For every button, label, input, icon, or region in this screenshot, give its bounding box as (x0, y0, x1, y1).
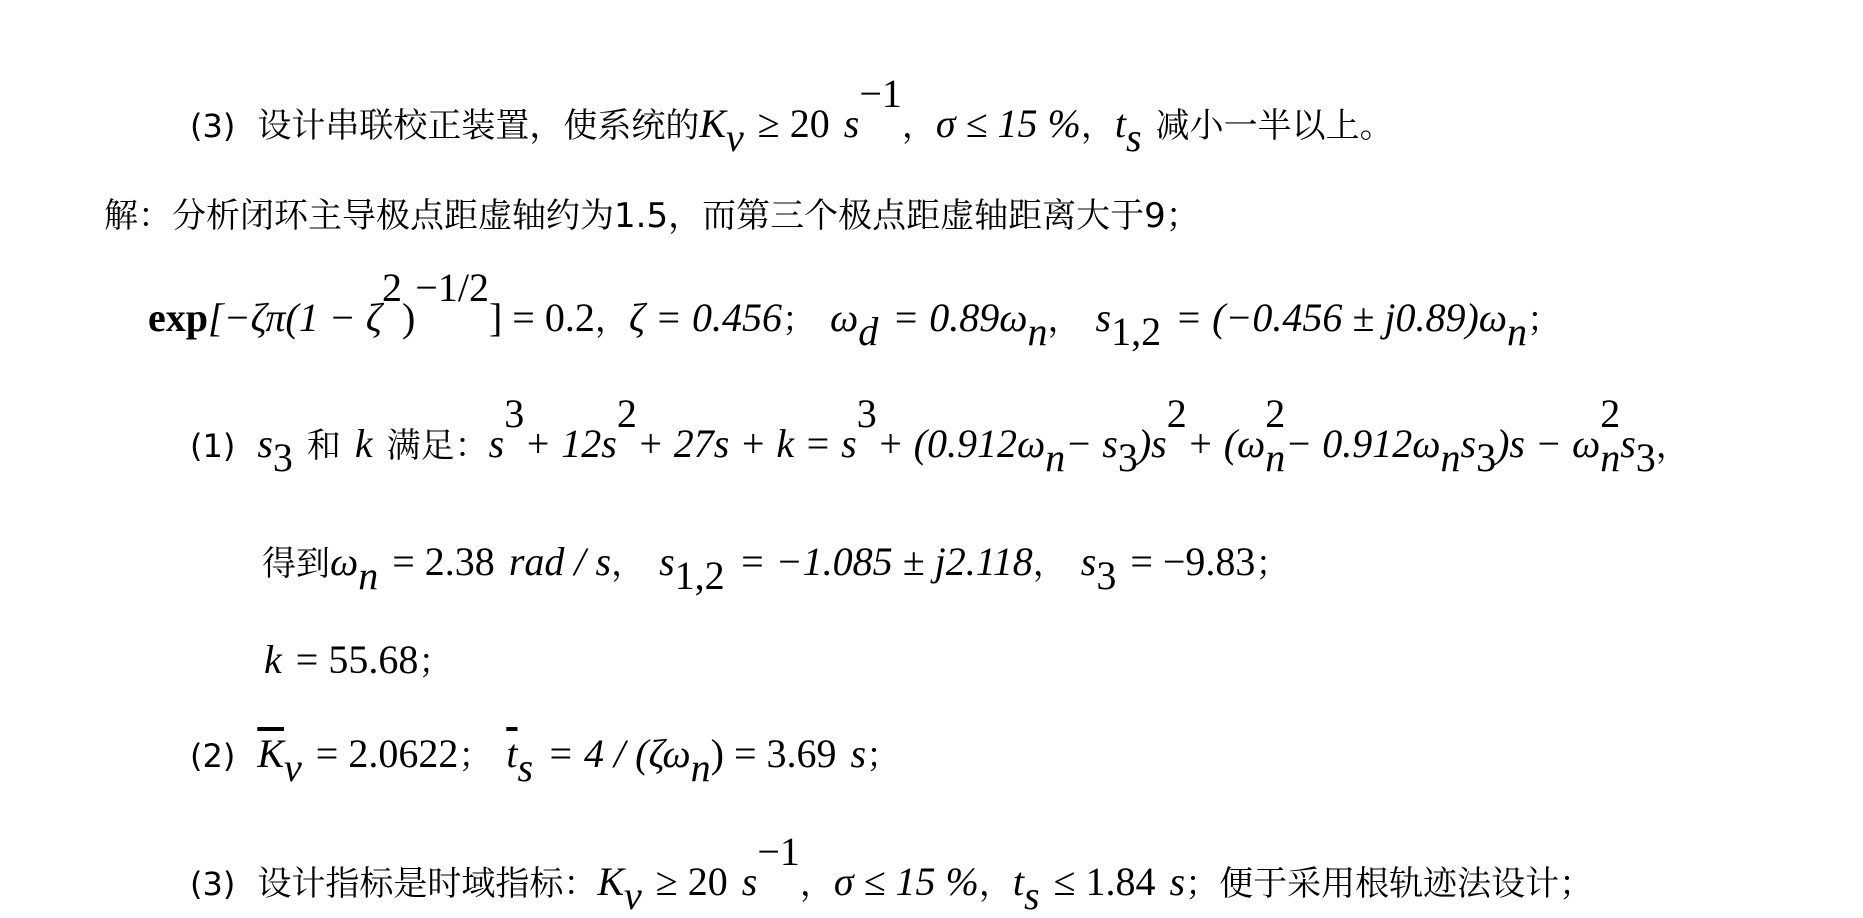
value: ≥ 20 (757, 101, 830, 146)
subscript: n (1265, 435, 1286, 480)
value: ≥ 20 (655, 859, 728, 904)
symbol: K (597, 859, 625, 904)
text: 和 (306, 426, 341, 466)
subscript: s (1024, 873, 1040, 918)
expr: s (1620, 421, 1636, 466)
subscript: 3 (1096, 553, 1117, 598)
subscript: v (726, 115, 744, 160)
value: ) = 3.69 (710, 731, 837, 776)
subscript: 3 (1635, 435, 1656, 480)
separator: ， (1080, 106, 1115, 146)
separator: ； (1255, 544, 1290, 584)
exp-function: exp (148, 295, 208, 340)
damping-equation-line (148, 265, 1562, 354)
symbol: $\overline{K}$ (257, 731, 285, 776)
unit: rad / s (508, 539, 612, 584)
subscript: 3 (272, 435, 293, 480)
superscript: −1 (859, 71, 902, 116)
symbol: s (1080, 539, 1097, 584)
separator: ； (458, 736, 493, 776)
subscript: 3 (1476, 435, 1497, 480)
separator: ， (901, 106, 936, 146)
expr: s (488, 421, 505, 466)
symbol: s (1095, 295, 1112, 340)
symbol: K (699, 101, 727, 146)
value: = 2.0622 (315, 731, 459, 776)
subscript: v (284, 745, 302, 790)
symbol: s (659, 539, 675, 584)
superscript: −1 (757, 829, 800, 874)
expr: + 27s + k = s (636, 421, 857, 466)
superscript: 2 (381, 265, 402, 310)
symbol: ω (830, 295, 859, 340)
subscript: v (624, 873, 642, 918)
symbol: k (264, 637, 282, 682)
separator: ， (1655, 426, 1690, 466)
subscript: n (358, 553, 379, 598)
superscript: 2 (1265, 391, 1286, 436)
item-label: (3) (190, 865, 236, 903)
solution-intro: 解：分析闭环主导极点距虚轴约为1.5，而第三个极点距虚轴距离大于9； (104, 196, 1200, 236)
unit: s (741, 859, 758, 904)
expr: = 4 / (ζω (547, 731, 691, 776)
text: 便于采用根轨迹法设计； (1219, 864, 1594, 904)
expr: ] = 0.2 (488, 295, 595, 340)
expr: + 12s (524, 421, 617, 466)
value: = 55.68 (295, 637, 419, 682)
separator: ， (799, 864, 834, 904)
superscript: −1/2 (415, 265, 489, 310)
subscript: n (1507, 309, 1528, 354)
text: 得到 (262, 544, 330, 584)
symbol: $\overline{t}$ (506, 731, 518, 776)
item-label: (1) (190, 427, 236, 465)
separator: ； (1527, 300, 1562, 340)
separator: ； (866, 736, 901, 776)
problem-text: 设计串联校正装置，使系统的 (257, 106, 700, 146)
unit: s (1169, 859, 1186, 904)
expr: − s (1065, 421, 1118, 466)
text: 满足： (386, 426, 489, 466)
subscript: n (1440, 435, 1461, 480)
value: = −1.085 ± j2.118 (738, 539, 1033, 584)
symbol: k (354, 421, 373, 466)
subscript: d (858, 309, 879, 354)
overshoot-spec: σ ≤ 15 % (935, 101, 1081, 146)
problem-line-3 (190, 71, 1394, 160)
expr: ) (401, 295, 416, 340)
subscript: n (690, 745, 711, 790)
separator: ， (1032, 544, 1067, 584)
separator: ， (611, 544, 646, 584)
value: ≤ 1.84 (1053, 859, 1156, 904)
separator: ， (594, 300, 629, 340)
value: = −9.83 (1130, 539, 1256, 584)
superscript: 2 (1166, 391, 1187, 436)
unit: s (850, 731, 867, 776)
item-label: (2) (190, 737, 236, 775)
expr: [−ζπ(1 − ζ (208, 295, 382, 340)
separator: ， (978, 864, 1013, 904)
step-1-equation (190, 391, 1690, 480)
unit: s (843, 101, 860, 146)
step-1-result (262, 538, 1290, 598)
item-label: (3) (190, 107, 236, 145)
expr: = 0.89ω (892, 295, 1028, 340)
subscript: n (1600, 435, 1621, 480)
superscript: 3 (856, 391, 877, 436)
step-2-result (190, 730, 901, 790)
symbol: ω (330, 539, 359, 584)
expr: )s (1137, 421, 1167, 466)
expr: )s − ω (1496, 421, 1601, 466)
expr: − 0.912ω (1285, 421, 1441, 466)
symbol: t (1012, 859, 1024, 904)
expr: + (0.912ω (876, 421, 1046, 466)
overshoot-spec: σ ≤ 15 % (833, 859, 979, 904)
text: 设计指标是时域指标： (257, 864, 598, 904)
subscript: n (1027, 309, 1048, 354)
symbol: s (257, 421, 273, 466)
separator: ； (782, 300, 817, 340)
symbol: t (1114, 101, 1126, 146)
superscript: 2 (1600, 391, 1621, 436)
subscript: 1,2 (674, 553, 725, 598)
superscript: 2 (616, 391, 637, 436)
subscript: n (1045, 435, 1066, 480)
separator: ； (418, 642, 453, 682)
expr: = (−0.456 ± j0.89)ω (1175, 295, 1508, 340)
superscript: 3 (504, 391, 525, 436)
expr: s (1460, 421, 1477, 466)
gain-result (264, 636, 452, 686)
expr: + (ω (1186, 421, 1266, 466)
subscript: s (1126, 115, 1142, 160)
subscript: s (517, 745, 534, 790)
separator: ， (1047, 300, 1082, 340)
subscript: 1,2 (1111, 309, 1162, 354)
separator: ； (1185, 864, 1220, 904)
problem-text: 减小一半以上。 (1155, 106, 1394, 146)
subscript: 3 (1117, 435, 1138, 480)
zeta-value: ζ = 0.456 (628, 295, 783, 340)
value: = 2.38 (392, 539, 495, 584)
